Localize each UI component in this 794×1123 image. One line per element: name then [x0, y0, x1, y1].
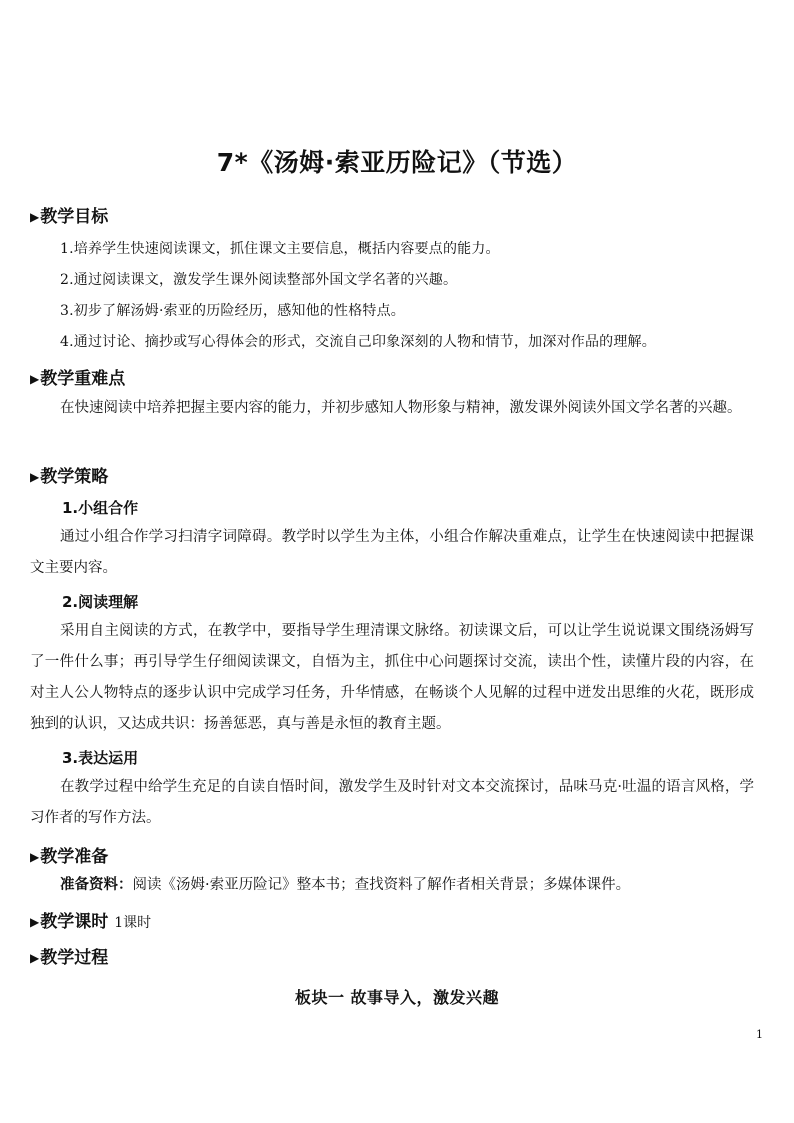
triangle-bullet-icon: ▶	[30, 470, 40, 484]
strategy-text: 通过小组合作学习扫清字词障碍。教学时以学生为主体，小组合作解决重难点，让学生在快速阅读中把握课文主要内容。	[30, 529, 754, 576]
strategy-subheading: 1.小组合作	[62, 499, 139, 517]
goal-item: 3.初步了解汤姆·索亚的历险经历，感知他的性格特点。	[60, 303, 406, 319]
block-title: 板块一 故事导入，激发兴趣	[294, 988, 500, 1007]
strategy-text: 在教学过程中给学生充足的自读自悟时间，激发学生及时针对文本交流探讨，品味马克·吐温的语言风格，学习作者的写作方法。	[30, 779, 754, 826]
goal-item: 2.通过阅读课文，激发学生课外阅读整部外国文学名著的兴趣。	[60, 272, 458, 288]
page-number: 1	[756, 1028, 763, 1041]
strategy-subheading: 2.阅读理解	[62, 593, 139, 611]
goal-item: 1.培养学生快速阅读课文，抓住课文主要信息，概括内容要点的能力。	[60, 241, 500, 257]
strategy-subheading: 3.表达运用	[62, 749, 139, 767]
hours-value: 1课时	[114, 915, 152, 931]
section-heading-key-points: ▶教学重难点	[30, 369, 126, 389]
section-heading-strategy: ▶教学策略	[30, 467, 109, 487]
section-heading-prep: ▶教学准备	[30, 847, 109, 867]
section-heading-process: ▶教学过程	[30, 948, 109, 968]
section-heading-goals: ▶教学目标	[30, 207, 109, 227]
triangle-bullet-icon: ▶	[30, 210, 40, 224]
goal-item: 4.通过讨论、摘抄或写心得体会的形式，交流自己印象深刻的人物和情节，加深对作品的理解。	[60, 334, 656, 350]
prep-text: 准备资料：阅读《汤姆·索亚历险记》整本书；查找资料了解作者相关背景；多媒体课件。	[60, 877, 631, 893]
prep-label: 准备资料：	[60, 877, 133, 893]
strategy-text: 采用自主阅读的方式，在教学中，要指导学生理清课文脉络。初读课文后，可以让学生说说课文围绕汤姆写了一件什么事；再引导学生仔细阅读课文，自悟为主，抓住中心问题探讨交流，读出个性，读懂片段的内容，在对主人公人物特点的逐步认识中完成学习任务，升华情感，在畅谈个人见解的过程中迸发出思维的火花，既形成独到的认识，又达成共识：扬善惩恶，真与善是永恒的教育主题。	[30, 623, 754, 732]
page-title: 7*《汤姆·索亚历险记》（节选）	[216, 148, 578, 177]
triangle-bullet-icon: ▶	[30, 951, 40, 965]
triangle-bullet-icon: ▶	[30, 372, 40, 386]
triangle-bullet-icon: ▶	[30, 915, 40, 929]
key-points-text: 在快速阅读中培养把握主要内容的能力，并初步感知人物形象与精神，激发课外阅读外国文学名著的兴趣。	[60, 400, 742, 416]
section-heading-hours: ▶教学课时 1课时	[30, 912, 152, 932]
triangle-bullet-icon: ▶	[30, 850, 40, 864]
